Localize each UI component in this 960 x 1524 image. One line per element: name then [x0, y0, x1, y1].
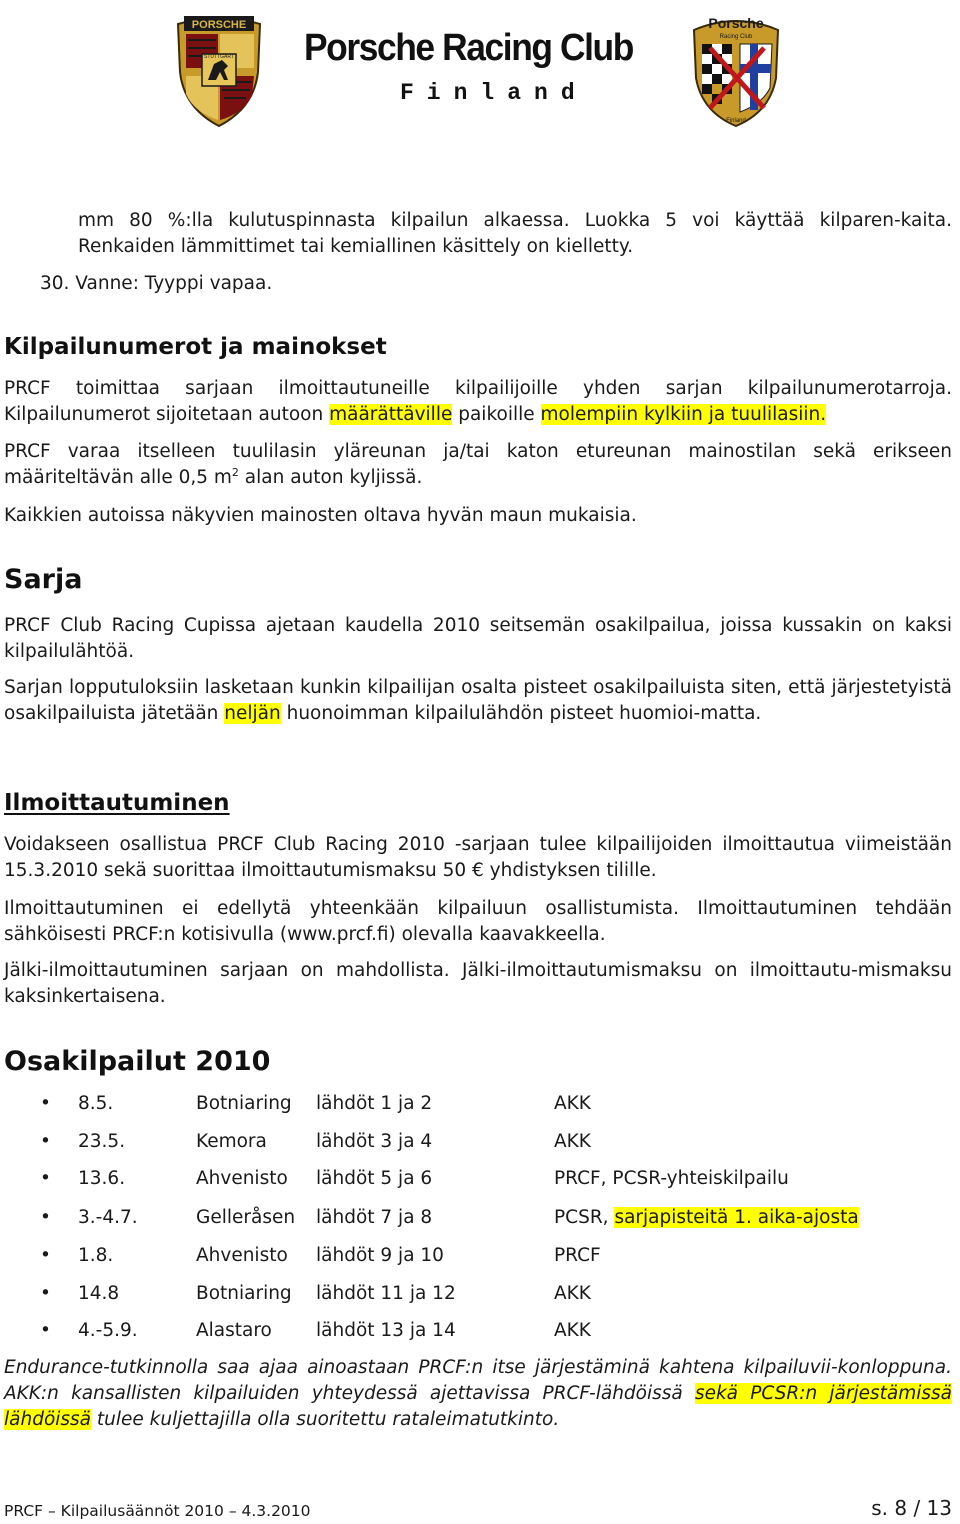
- race-row: [0, 1280, 960, 1308]
- race-track: Ahvenisto: [196, 1168, 288, 1189]
- endurance-note: Endurance-tutkinnolla saa ajaa ainoastaan PRCF:n itse järjestäminä kahtena kilpailuvii-konloppuna. AKK:n kansallisten kilpailuiden yhteydessä ajettavissa PRCF-lähdöissä sekä PCSR:n järjestämissä lähdöissä tulee kuljettajilla olla suoritettu rataleimatutkinto.: [4, 1357, 952, 1430]
- race-date: 23.5.: [78, 1131, 126, 1152]
- bullet-icon: •: [40, 1245, 51, 1266]
- late-registration-paragraph: Jälki-ilmoittautuminen sarjaan on mahdollista. Jälki-ilmoittautumismaksu on ilmoittautu-mismaksu kaksinkertaisena.: [4, 960, 952, 1007]
- race-track: Botniaring: [196, 1093, 292, 1114]
- bullet-icon: •: [40, 1283, 51, 1304]
- bullet-icon: •: [40, 1168, 51, 1189]
- race-row: [0, 1317, 960, 1345]
- race-organizer: AKK: [554, 1320, 591, 1341]
- race-heats: lähdöt 1 ja 2: [316, 1093, 433, 1114]
- series-paragraph-1: PRCF Club Racing Cupissa ajetaan kaudella 2010 seitsemän osakilpailua, joissa kussakin on kaksi kilpailulähtöä.: [4, 615, 952, 662]
- bullet-icon: •: [40, 1093, 51, 1114]
- porsche-crest-logo: [172, 8, 266, 130]
- races-heading: Osakilpailut 2010: [4, 1046, 271, 1077]
- registration-paragraph-1: Voidakseen osallistua PRCF Club Racing 2010 -sarjaan tulee kilpailijoiden ilmoittautua viimeistään 15.3.2010 sekä suorittaa ilmoittautumismaksu 50 € yhdistyksen tilille.: [4, 834, 952, 881]
- series-heading: Sarja: [4, 564, 83, 595]
- series-paragraph-2: Sarjan lopputuloksiin lasketaan kunkin kilpailijan osalta pisteet osakilpailuista siten, että järjestetyistä osakilpailuista jätetään neljän huonoimman kilpailulähdön pisteet huomioi-matta.: [4, 677, 952, 724]
- tire-rule-text: mm 80 %:lla kulutuspinnasta kilpailun alkaessa. Luokka 5 voi käyttää kilparen-kaita. Renkaiden lämmittimet tai kemiallinen käsittely on kielletty.: [78, 210, 952, 257]
- race-row: [0, 1242, 960, 1270]
- race-heats: lähdöt 3 ja 4: [316, 1131, 433, 1152]
- race-heats: lähdöt 13 ja 14: [316, 1320, 456, 1341]
- race-heats: lähdöt 7 ja 8: [316, 1207, 433, 1228]
- race-organizer: AKK: [554, 1283, 591, 1304]
- race-date: 1.8.: [78, 1245, 114, 1266]
- race-organizer: PRCF: [554, 1245, 601, 1266]
- advertising-space-paragraph: PRCF varaa itselleen tuulilasin yläreunan ja/tai katon etureunan mainostilan sekä erikseen määriteltävän alle 0,5 $m^2$ alan auton kyljissä.: [4, 441, 952, 488]
- rim-rule-item: 30. Vanne: Tyyppi vapaa.: [40, 273, 273, 294]
- race-organizer: AKK: [554, 1093, 591, 1114]
- race-date: 14.8: [78, 1283, 120, 1304]
- bullet-icon: •: [40, 1131, 51, 1152]
- race-organizer: PCSR, sarjapisteitä 1. aika-ajosta: [554, 1207, 859, 1228]
- highlight-text: sekä PCSR:n järjestämissä lähdöissä: [4, 1383, 952, 1430]
- highlight-text: neljän: [224, 703, 281, 724]
- racing-club-badge-logo: [688, 8, 784, 130]
- svg-text:PORSCHE: PORSCHE: [191, 19, 247, 31]
- bullet-icon: •: [40, 1207, 51, 1228]
- registration-paragraph-2: Ilmoittautuminen ei edellytä yhteenkään kilpailuun osallistumista. Ilmoittautuminen tehdään sähköisesti PRCF:n kotisivulla (www.prcf.fi) olevalla kaavakkeella.: [4, 898, 952, 945]
- race-date: 4.-5.9.: [78, 1320, 138, 1341]
- race-date: 13.6.: [78, 1168, 126, 1189]
- svg-text:Porsche: Porsche: [708, 15, 764, 31]
- race-row: [0, 1165, 960, 1193]
- club-subtitle: Finland: [400, 80, 588, 106]
- race-row: [0, 1090, 960, 1118]
- footer-page-number: s. 8 / 13: [871, 1496, 952, 1520]
- club-title: Porsche Racing Club: [304, 27, 633, 69]
- race-heats: lähdöt 5 ja 6: [316, 1168, 433, 1189]
- svg-text:Racing Club: Racing Club: [719, 34, 753, 40]
- race-organizer: AKK: [554, 1131, 591, 1152]
- race-track: Kemora: [196, 1131, 267, 1152]
- registration-heading: Ilmoittautuminen: [4, 790, 230, 816]
- race-row: [0, 1128, 960, 1156]
- footer-document-title: PRCF – Kilpailusäännöt 2010 – 4.3.2010: [4, 1502, 311, 1520]
- race-date: 8.5.: [78, 1093, 114, 1114]
- highlight-text: sarjapisteitä 1. aika-ajosta: [614, 1207, 859, 1228]
- highlight-text: määrättäville: [329, 404, 453, 425]
- svg-text:Finland: Finland: [726, 118, 746, 124]
- club-brand: [304, 26, 664, 106]
- race-row: [0, 1204, 960, 1232]
- race-date: 3.-4.7.: [78, 1207, 138, 1228]
- race-track: Botniaring: [196, 1283, 292, 1304]
- ad-taste-paragraph: Kaikkien autoissa näkyvien mainosten oltava hyvän maun mukaisia.: [4, 505, 637, 526]
- race-organizer: PRCF, PCSR-yhteiskilpailu: [554, 1168, 789, 1189]
- numbers-ads-heading: Kilpailunumerot ja mainokset: [4, 334, 387, 360]
- race-track: Alastaro: [196, 1320, 272, 1341]
- race-track: Ahvenisto: [196, 1245, 288, 1266]
- highlight-text: molempiin kylkiin ja tuulilasiin.: [540, 404, 827, 425]
- race-track: Gelleråsen: [196, 1207, 296, 1228]
- numbers-paragraph: PRCF toimittaa sarjaan ilmoittautuneille kilpailijoille yhden sarjan kilpailunumerotarroja. Kilpailunumerot sijoitetaan autoon määrättäville paikoille molempiin kylkiin ja tuulilasiin.: [4, 378, 952, 425]
- svg-text:STUTTGART: STUTTGART: [204, 54, 234, 60]
- bullet-icon: •: [40, 1320, 51, 1341]
- race-heats: lähdöt 9 ja 10: [316, 1245, 444, 1266]
- race-heats: lähdöt 11 ja 12: [316, 1283, 456, 1304]
